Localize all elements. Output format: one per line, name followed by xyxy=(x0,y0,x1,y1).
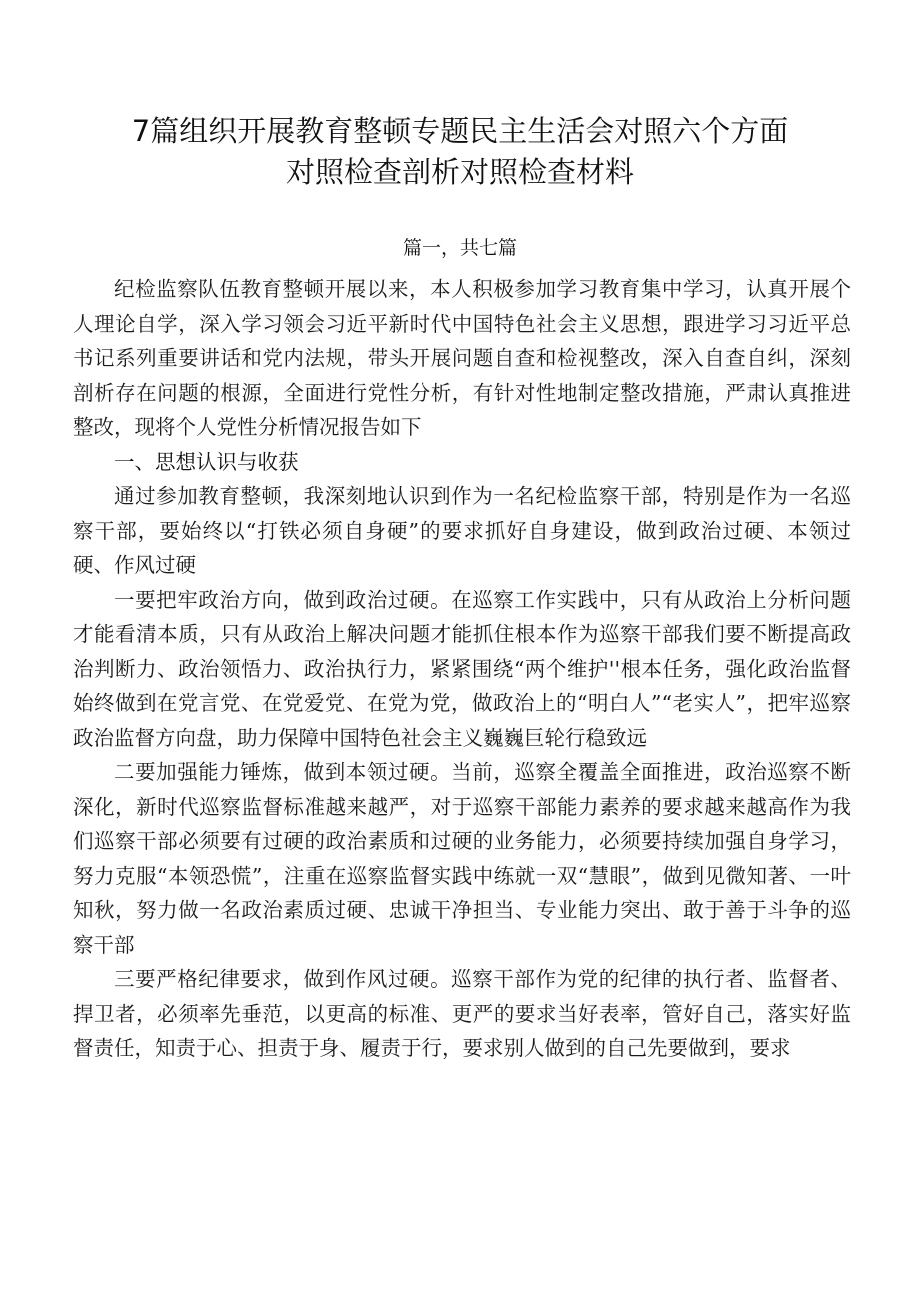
body-paragraph-1: 通过参加教育整顿，我深刻地认识到作为一名纪检监察干部，特别是作为一名巡察干部，要始终以“打铁必须自身硬”的要求抓好自身建设，做到政治过硬、本领过硬、作风过硬 xyxy=(73,484,851,577)
body-paragraph-4: 三要严格纪律要求，做到作风过硬。巡察干部作为党的纪律的执行者、监督者、捍卫者，必须率先垂范，以更高的标准、更严的要求当好表率，管好自己，落实好监督责任，知责于心、担责于身、履责于行，要求别人做到的自己先要做到，要求 xyxy=(73,967,851,1060)
section-heading: 一、思想认识与收获 xyxy=(114,449,299,474)
intro-paragraph: 纪检监察队伍教育整顿开展以来，本人积极参加学习教育集中学习，认真开展个人理论自学，深入学习领会习近平新时代中国特色社会主义思想，跟进学习习近平总书记系列重要讲话和党内法规，带头开展问题自查和检视整改，深入自查自纠，深刻剖析存在问题的根源，全面进行党性分析，有针对性地制定整改措施，严肃认真推进整改，现将个人党性分析情况报告如下 xyxy=(73,277,851,439)
body-paragraph-3: 二要加强能力锤炼，做到本领过硬。当前，巡察全覆盖全面推进，政治巡察不断深化，新时代巡察监督标准越来越严，对于巡察干部能力素养的要求越来越高作为我们巡察干部必须要有过硬的政治素质和过硬的业务能力，必须要持续加强自身学习，努力克服“本领恐慌”，注重在巡察监督实践中练就一双“慧眼”，做到见微知著、一叶知秋，努力做一名政治素质过硬、忠诚干净担当、专业能力突出、敢于善于斗争的巡察干部 xyxy=(73,760,851,957)
document-title-line-2: 对照检查剖析对照检查材料 xyxy=(285,155,634,189)
document-body xyxy=(73,272,851,1066)
document-subtitle: 篇一，共七篇 xyxy=(402,237,517,259)
document-title-line-1: 7篇组织开展教育整顿专题民主生活会对照六个方面 xyxy=(131,114,789,148)
body-paragraph-2: 一要把牢政治方向，做到政治过硬。在巡察工作实践中，只有从政治上分析问题才能看清本质，只有从政治上解决问题才能抓住根本作为巡察干部我们要不断提高政治判断力、政治领悟力、政治执行力，紧紧围绕“两个维护''根本任务，强化政治监督始终做到在党言党、在党爱党、在党为党，做政治上的“明白人”“老实人”，把牢巡察政治监督方向盘，助力保障中国特色社会主义巍巍巨轮行稳致远 xyxy=(73,587,851,750)
